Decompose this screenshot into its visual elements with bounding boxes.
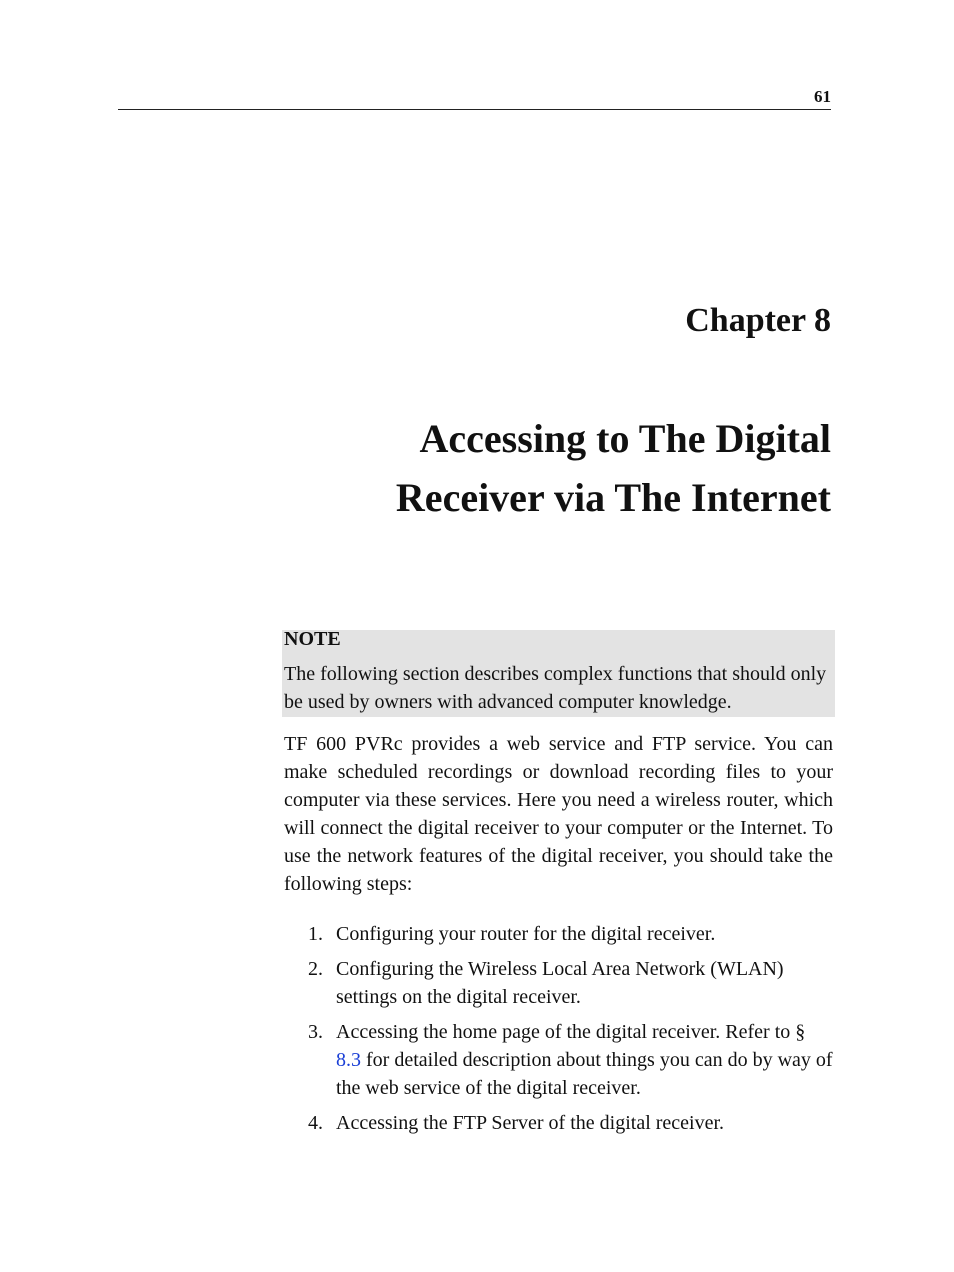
list-item-text-after: for detailed description about things you can do by way of the web service of the digital receiver. (336, 1049, 833, 1099)
list-item (284, 955, 835, 1011)
steps-list (284, 920, 835, 1144)
list-item-text-before: Accessing the home page of the digital receiver. Refer to § (336, 1021, 806, 1043)
list-item (284, 1109, 835, 1137)
note-heading: NOTE (284, 628, 341, 650)
page-number: 61 (814, 87, 831, 106)
list-item-number: 4. (308, 1112, 323, 1134)
chapter-title-line-1: Accessing to The Digital (419, 416, 831, 461)
list-item (284, 920, 835, 948)
section-reference-link[interactable]: 8.3 (336, 1049, 361, 1071)
chapter-title (271, 409, 831, 527)
chapter-title-line-2: Receiver via The Internet (395, 475, 831, 520)
list-item-text: Configuring your router for the digital receiver. (336, 923, 716, 945)
chapter-label: Chapter 8 (685, 302, 831, 339)
list-item (284, 1018, 835, 1102)
header-rule (118, 109, 831, 110)
list-item-number: 1. (308, 923, 323, 945)
list-item-number: 3. (308, 1021, 323, 1043)
list-item-text: Accessing the FTP Server of the digital receiver. (336, 1112, 725, 1134)
list-item-number: 2. (308, 958, 323, 980)
body-paragraph: TF 600 PVRc provides a web service and FTP service. You can make scheduled recordings or download recording files to your computer via these services. Here you need a wireless router, which will connect the digital receiver to your computer or the Internet. To use the network features of the digital receiver, you should take the following steps: (284, 733, 833, 895)
note-text: The following section describes complex functions that should only be used by owners with advanced computer knowledge. (284, 663, 827, 713)
list-item-text: Configuring the Wireless Local Area Network (WLAN) settings on the digital receiver. (336, 958, 784, 1008)
